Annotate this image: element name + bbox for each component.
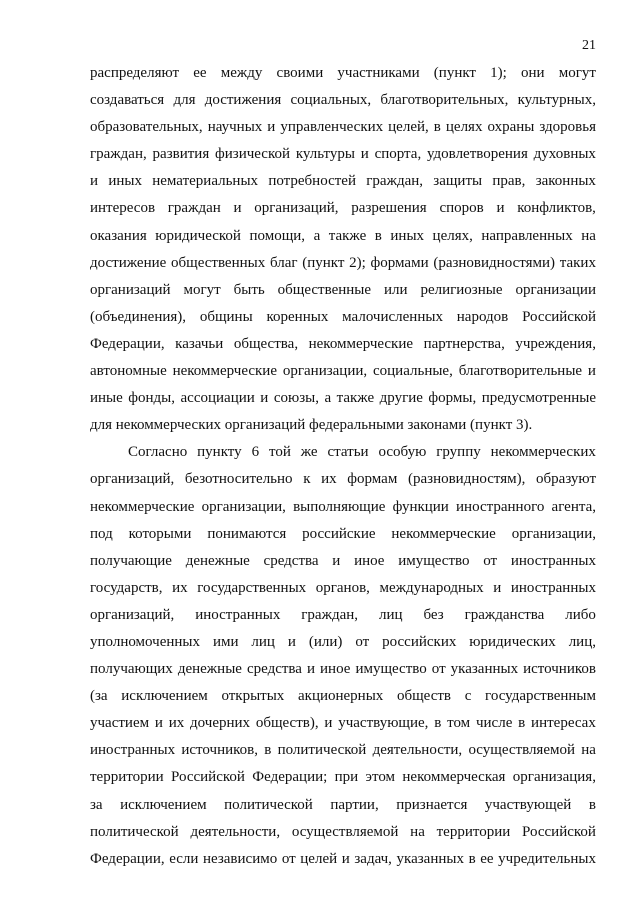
- word: образовательных,: [90, 119, 203, 136]
- word: образуют: [536, 471, 596, 488]
- word: организация,: [512, 769, 596, 786]
- text-line: [90, 737, 596, 764]
- word: организации,: [511, 525, 596, 542]
- word: потребностей: [268, 173, 356, 190]
- word: (объединения),: [90, 308, 187, 325]
- word: организации: [515, 281, 596, 298]
- word: их: [168, 715, 185, 732]
- word: имущество: [398, 552, 470, 569]
- word: территории: [436, 823, 511, 840]
- text-line: [90, 87, 596, 114]
- text-line: [90, 710, 596, 737]
- word: целях: [445, 119, 483, 136]
- word: государственным: [485, 688, 596, 705]
- word: территории: [90, 769, 164, 786]
- word: предусмотренные: [481, 390, 596, 407]
- word: средства: [263, 552, 319, 569]
- word: указанных: [396, 850, 464, 867]
- word: иное: [320, 661, 351, 678]
- word: развития: [152, 146, 210, 163]
- text-line: [90, 439, 596, 466]
- text-line: [90, 114, 596, 141]
- word: управленческих: [280, 119, 384, 136]
- text-line: для некоммерческих организаций федеральными законами (пункт 3).: [90, 417, 533, 434]
- word: (за: [90, 688, 108, 705]
- word: духовных: [533, 146, 596, 163]
- word: к: [303, 471, 311, 488]
- word: пункту: [197, 444, 242, 461]
- word: и: [324, 715, 333, 732]
- word: таких: [559, 254, 596, 271]
- word: российских: [382, 633, 457, 650]
- word: на: [410, 823, 425, 840]
- word: также: [328, 227, 367, 244]
- word: источников: [523, 661, 596, 678]
- word: союзы,: [273, 390, 319, 407]
- word: некоммерческие: [308, 335, 414, 352]
- word: достижение: [90, 254, 167, 271]
- word: фонды,: [128, 390, 176, 407]
- word: некоммерческие: [391, 525, 496, 542]
- word: гражданства: [464, 606, 545, 623]
- word: независимо: [202, 850, 278, 867]
- word: учредительных: [498, 850, 596, 867]
- word: осуществляемой: [291, 823, 399, 840]
- word: 1);: [490, 65, 507, 81]
- word: и: [496, 200, 505, 217]
- word: осуществляемой: [468, 742, 576, 759]
- word: законных: [535, 173, 596, 190]
- word: имущество: [355, 661, 427, 678]
- word: деятельности,: [372, 742, 463, 759]
- word: иностранных: [510, 579, 596, 596]
- word: иностранных: [90, 742, 176, 759]
- word: благотворительные: [458, 363, 583, 380]
- paragraph: [90, 60, 596, 439]
- word: лиц,: [568, 633, 596, 650]
- word: с: [464, 688, 472, 705]
- word: физической: [215, 146, 291, 163]
- word: религиозные: [420, 281, 503, 298]
- word: от: [355, 633, 370, 650]
- word: иных: [390, 227, 425, 244]
- word: охраны: [487, 119, 535, 136]
- word: деятельности,: [190, 823, 281, 840]
- word: дочерних: [190, 715, 251, 732]
- word: общины: [199, 308, 253, 325]
- word: Российской: [522, 308, 596, 325]
- word: могут: [183, 281, 221, 298]
- word: участвующие,: [338, 715, 429, 732]
- word: быть: [233, 281, 265, 298]
- word: (пункт: [302, 254, 345, 271]
- word: и: [493, 579, 502, 596]
- word: могут: [558, 65, 596, 81]
- word: иные: [90, 390, 123, 407]
- word: получающих: [90, 661, 173, 678]
- word: от: [281, 850, 296, 867]
- word: и: [360, 146, 369, 163]
- word: и: [332, 552, 341, 569]
- word: на: [581, 227, 596, 244]
- word: целей,: [388, 119, 429, 136]
- word: Федерации,: [90, 850, 165, 867]
- word: их: [172, 579, 188, 596]
- word: автономные: [90, 363, 167, 380]
- word: общественных: [171, 254, 266, 271]
- word: и: [267, 119, 276, 136]
- word: другие: [379, 390, 423, 407]
- word: государств,: [90, 579, 163, 596]
- word: же: [300, 444, 318, 461]
- word: конфликтов,: [517, 200, 596, 217]
- word: особую: [378, 444, 427, 461]
- text-line: [90, 358, 596, 385]
- word: обществ: [396, 688, 451, 705]
- text-line: [90, 304, 596, 331]
- word: спорта,: [374, 146, 422, 163]
- word: организаций,: [90, 606, 175, 623]
- text-line: [90, 764, 596, 791]
- word: в: [433, 119, 441, 136]
- word: некоммерческих: [490, 444, 596, 461]
- word: удовлетворения: [427, 146, 528, 163]
- word: иное: [354, 552, 385, 569]
- word: либо: [565, 606, 596, 623]
- word: коренных: [266, 308, 329, 325]
- word: политической: [277, 742, 367, 759]
- word: направленных: [481, 227, 573, 244]
- text-line: [90, 521, 596, 548]
- word: между: [220, 65, 263, 81]
- word: российские: [302, 525, 376, 542]
- text-line: [90, 846, 596, 873]
- word: в: [588, 796, 596, 813]
- text-line: [90, 792, 596, 819]
- word: в: [264, 742, 272, 759]
- word: агента,: [551, 498, 596, 515]
- word: открытых: [221, 688, 285, 705]
- word: участвующей: [484, 796, 572, 813]
- word: которыми: [128, 525, 192, 542]
- text-line: [90, 548, 596, 575]
- word: их: [321, 471, 337, 488]
- word: той: [268, 444, 291, 461]
- word: целей: [300, 850, 338, 867]
- word: (разновидностями): [433, 254, 556, 271]
- word: (или): [308, 633, 343, 650]
- word: интересов: [90, 200, 156, 217]
- text-line: [90, 60, 596, 87]
- word: группу: [436, 444, 481, 461]
- word: без: [423, 606, 444, 623]
- word: прав,: [492, 173, 526, 190]
- word: они: [521, 65, 545, 81]
- word: выполняющие: [293, 498, 386, 515]
- word: 2);: [349, 254, 366, 271]
- document-body: [90, 60, 596, 873]
- word: организации,: [201, 498, 286, 515]
- word: ими: [212, 633, 239, 650]
- word: ассоциации: [180, 390, 255, 407]
- text-line: [90, 494, 596, 521]
- word: формами: [370, 254, 429, 271]
- text-line: [90, 331, 596, 358]
- word: общественные: [277, 281, 372, 298]
- word: граждан,: [90, 146, 147, 163]
- word: споров: [439, 200, 484, 217]
- word: учреждения,: [515, 335, 596, 352]
- word: числе: [475, 715, 513, 732]
- word: обществ),: [255, 715, 319, 732]
- word: том: [447, 715, 471, 732]
- word: благ: [269, 254, 298, 271]
- word: или: [383, 281, 408, 298]
- page-number: 21: [582, 38, 596, 53]
- word: для: [173, 92, 196, 109]
- word: некоммерческие: [172, 363, 277, 380]
- word: и: [233, 200, 242, 217]
- text-line: [90, 629, 596, 656]
- word: малочисленных: [342, 308, 443, 325]
- word: 6: [251, 444, 260, 461]
- word: и: [287, 633, 296, 650]
- word: указанных: [450, 661, 519, 678]
- word: Российской: [522, 823, 596, 840]
- word: в: [468, 850, 476, 867]
- word: и: [154, 715, 163, 732]
- word: организаций,: [90, 471, 175, 488]
- word: иностранного: [456, 498, 545, 515]
- text-line: [90, 602, 596, 629]
- word: Федерации,: [90, 335, 165, 352]
- text-line: [90, 168, 596, 195]
- word: создаваться: [90, 92, 165, 109]
- word: на: [581, 742, 596, 759]
- word: Федерации;: [252, 769, 328, 786]
- word: и: [587, 363, 596, 380]
- word: участием: [90, 715, 150, 732]
- word: от: [431, 661, 446, 678]
- word: социальные,: [373, 363, 453, 380]
- word: задач,: [354, 850, 392, 867]
- word: денежные: [185, 552, 250, 569]
- text-line: [90, 141, 596, 168]
- word: безотносительно: [184, 471, 293, 488]
- word: уполномоченных: [90, 633, 200, 650]
- word: научных: [207, 119, 263, 136]
- word: и: [260, 390, 269, 407]
- word: некоммерческая: [402, 769, 506, 786]
- word: казачьи: [175, 335, 224, 352]
- word: благотворительных,: [380, 92, 509, 109]
- word: культуры: [295, 146, 355, 163]
- word: участниками: [337, 65, 420, 81]
- word: от: [483, 552, 498, 569]
- word: понимаются: [207, 525, 287, 542]
- word: нематериальных: [152, 173, 259, 190]
- word: акционерных: [298, 688, 384, 705]
- word: граждан: [167, 200, 221, 217]
- word: юридической: [155, 227, 241, 244]
- word: политической: [224, 796, 313, 813]
- text-line: [90, 466, 596, 493]
- word: признается: [396, 796, 468, 813]
- word: органов,: [315, 579, 370, 596]
- word: организаций,: [254, 200, 339, 217]
- word: в: [434, 715, 442, 732]
- word: получающие: [90, 552, 172, 569]
- word: организаций: [90, 281, 171, 298]
- word: этом: [365, 769, 396, 786]
- word: народов: [456, 308, 509, 325]
- word: организации,: [282, 363, 368, 380]
- word: здоровья: [539, 119, 596, 136]
- text-line: [90, 819, 596, 846]
- text-line: [90, 683, 596, 710]
- word: интересах: [531, 715, 596, 732]
- paragraph: [90, 439, 596, 873]
- word: источников,: [181, 742, 258, 759]
- word: за: [90, 796, 103, 813]
- word: средства: [246, 661, 302, 678]
- word: если: [169, 850, 199, 867]
- word: граждан,: [301, 606, 359, 623]
- text-line: [90, 250, 596, 277]
- word: партии,: [330, 796, 379, 813]
- word: культурных,: [517, 92, 596, 109]
- word: лиц: [251, 633, 275, 650]
- text-line: [90, 656, 596, 683]
- word: защиты: [433, 173, 483, 190]
- word: Согласно: [128, 444, 188, 461]
- word: разрешения: [351, 200, 427, 217]
- word: политической: [90, 823, 179, 840]
- text-line: [90, 277, 596, 304]
- word: общества,: [233, 335, 299, 352]
- word: и: [90, 173, 99, 190]
- word: государственных: [197, 579, 307, 596]
- word: некоммерческие: [90, 498, 195, 515]
- word: целях,: [432, 227, 473, 244]
- word: иностранных: [510, 552, 596, 569]
- word: (пункт: [433, 65, 476, 81]
- word: под: [90, 525, 113, 542]
- word: международных: [379, 579, 484, 596]
- word: ее: [193, 65, 207, 81]
- word: иностранных: [195, 606, 281, 623]
- word: в: [374, 227, 382, 244]
- word: формам: [347, 471, 398, 488]
- word: статьи: [327, 444, 369, 461]
- word: исключением: [120, 796, 207, 813]
- word: в: [518, 715, 526, 732]
- word: и: [341, 850, 350, 867]
- word: помощи,: [249, 227, 306, 244]
- word: также: [336, 390, 375, 407]
- word: своими: [276, 65, 324, 81]
- word: распределяют: [90, 65, 180, 81]
- word: а: [313, 227, 321, 244]
- word: иных: [108, 173, 142, 190]
- word: социальных,: [290, 92, 372, 109]
- text-line: [90, 223, 596, 250]
- word: партнерства,: [423, 335, 505, 352]
- word: исключением: [121, 688, 208, 705]
- word: лиц: [378, 606, 403, 623]
- word: Российской: [171, 769, 245, 786]
- text-line: [90, 195, 596, 222]
- word: граждан,: [366, 173, 424, 190]
- word: при: [334, 769, 359, 786]
- text-line: [90, 575, 596, 602]
- word: юридических: [469, 633, 556, 650]
- word: денежные: [177, 661, 242, 678]
- word: достижения: [204, 92, 282, 109]
- word: функции: [392, 498, 449, 515]
- word: оказания: [90, 227, 147, 244]
- word: ее: [480, 850, 494, 867]
- text-line: [90, 385, 596, 412]
- word: а: [324, 390, 332, 407]
- word: (разновидностям),: [407, 471, 526, 488]
- word: и: [306, 661, 316, 678]
- word: формы,: [428, 390, 477, 407]
